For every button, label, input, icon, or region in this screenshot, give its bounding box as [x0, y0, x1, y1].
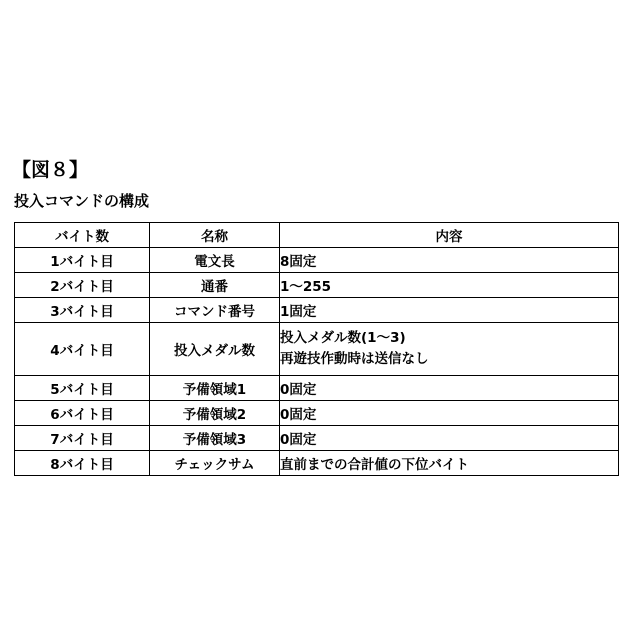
table-row [15, 401, 619, 426]
cell-byte: 3バイト目 [15, 298, 150, 323]
cell-desc: 0固定 [280, 426, 619, 451]
cell-name: コマンド番号 [150, 298, 280, 323]
table-header-row [15, 223, 619, 248]
cell-name: 予備領域3 [150, 426, 280, 451]
figure-label: 【図８】 [12, 159, 89, 181]
cell-byte: 8バイト目 [15, 451, 150, 476]
cell-desc-line: 再遊技作動時は送信なし [280, 351, 429, 367]
column-header-name: 名称 [150, 223, 280, 248]
cell-name: 投入メダル数 [150, 323, 280, 376]
cell-desc [280, 323, 619, 376]
cell-desc: 1～255 [280, 273, 619, 298]
command-structure-table [14, 222, 619, 476]
cell-name: 予備領域1 [150, 376, 280, 401]
column-header-content: 内容 [280, 223, 619, 248]
cell-byte: 4バイト目 [15, 323, 150, 376]
cell-desc: 0固定 [280, 376, 619, 401]
cell-desc-line: 投入メダル数(1～3) [280, 330, 406, 347]
cell-byte: 2バイト目 [15, 273, 150, 298]
cell-desc: 1固定 [280, 298, 619, 323]
table-row [15, 248, 619, 273]
spec-table-container [14, 222, 618, 476]
cell-desc: 8固定 [280, 248, 619, 273]
cell-name: 通番 [150, 273, 280, 298]
cell-name: 電文長 [150, 248, 280, 273]
cell-name: チェックサム [150, 451, 280, 476]
cell-desc: 0固定 [280, 401, 619, 426]
table-row [15, 451, 619, 476]
cell-desc: 直前までの合計値の下位バイト [280, 451, 619, 476]
cell-name: 予備領域2 [150, 401, 280, 426]
column-header-bytes: バイト数 [15, 223, 150, 248]
table-row [15, 426, 619, 451]
figure-caption: 投入コマンドの構成 [14, 192, 150, 210]
cell-byte: 5バイト目 [15, 376, 150, 401]
table-row [15, 376, 619, 401]
cell-byte: 6バイト目 [15, 401, 150, 426]
table-row [15, 298, 619, 323]
table-row [15, 323, 619, 376]
table-row [15, 273, 619, 298]
cell-byte: 7バイト目 [15, 426, 150, 451]
cell-byte: 1バイト目 [15, 248, 150, 273]
